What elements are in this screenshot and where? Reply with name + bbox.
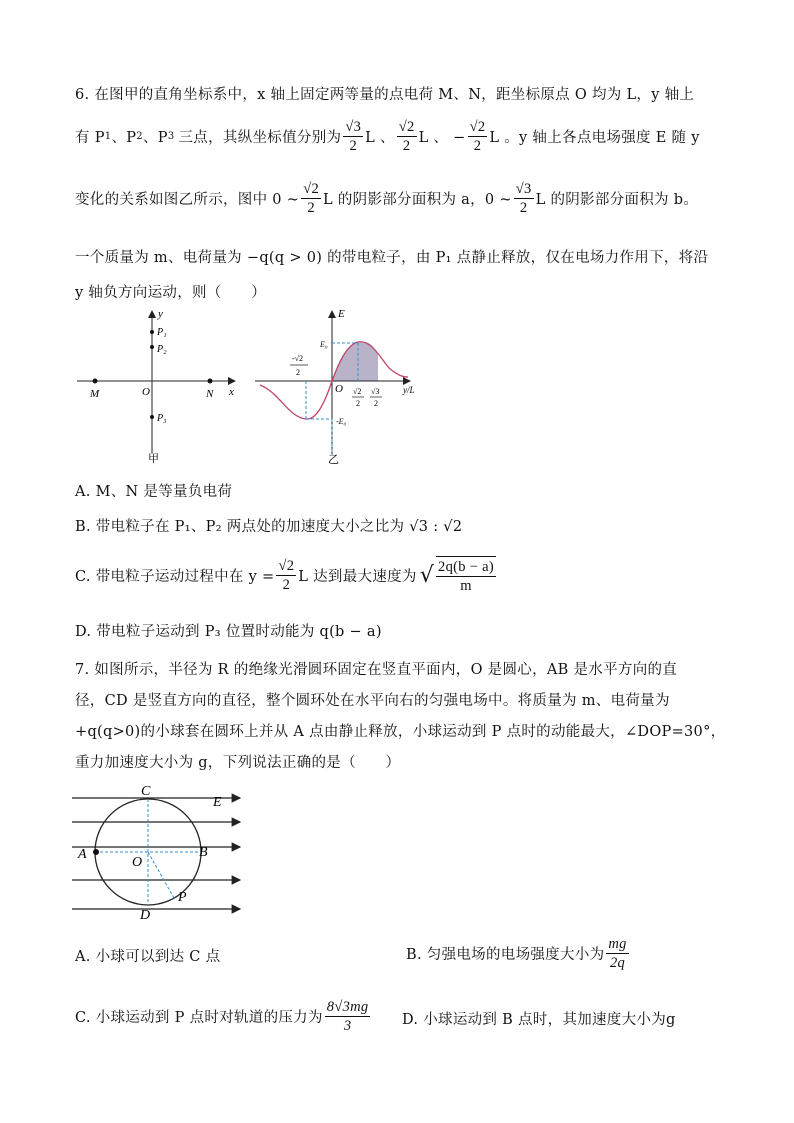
tick-sqrt2: √2 [353, 387, 362, 396]
x-label: x [229, 386, 234, 398]
label-n: N [206, 388, 214, 400]
origin-label: O [335, 383, 343, 395]
label-p1: P₁ [157, 327, 167, 338]
q6-text-1: 在图甲的直角坐标系中，x 轴上固定两等量的点电荷 M、N，距坐标原点 O 均为 L，y 轴上 [94, 87, 695, 103]
q7-line-3: +q(q>0)的小球套在圆环上并从 A 点由静止释放，小球运动到 P 点时的动能最大，∠DOP=30°， [75, 724, 726, 740]
q6-line-2 [75, 118, 700, 155]
q6-line-3 [75, 180, 698, 217]
numerator: 8√3mg [326, 999, 369, 1015]
denominator: 2 [519, 200, 528, 216]
point-p3 [150, 415, 154, 419]
subscript: 3 [167, 131, 175, 142]
q7-option-a[interactable]: A. 小球可以到达 C 点 [75, 949, 221, 965]
q7-line-1: 7. 如图所示，半径为 R 的绝缘光滑圆环固定在竖直平面内，O 是圆心，AB 是水平方向的直 [75, 662, 678, 678]
option-b-text: B. 匀强电场的电场强度大小为 [406, 947, 605, 963]
q6-text-2e: L 、 [365, 130, 395, 146]
q6-text-2a: 有 P [75, 130, 105, 146]
q6-option-b[interactable]: B. 带电粒子在 P₁、P₂ 两点处的加速度大小之比为 √3 : √2 [75, 519, 463, 535]
denominator: 2 [307, 200, 315, 216]
point-p2 [150, 345, 154, 349]
denominator: 2 [349, 138, 357, 154]
q6-line-5: y 轴负方向运动，则（ ） [75, 285, 266, 301]
ball [93, 849, 99, 855]
option-c-text-b: L 达到最大速度为 [298, 569, 417, 585]
q6-line-4: 一个质量为 m、电荷量为 −q(q > 0) 的带电粒子，由 P₁ 点静止释放，仅在电场力作用下，将沿 [75, 250, 709, 266]
q7-line-4: 重力加速度大小为 g，下列说法正确的是（ ） [75, 755, 401, 771]
numerator: √3 [515, 181, 532, 197]
q6-text-3b: L 的阴影部分面积为 a，0 ~ [323, 192, 512, 208]
subscript: 2 [136, 131, 143, 142]
denominator: 2q [609, 955, 626, 971]
numerator: mg [608, 936, 627, 952]
caption-jia: 甲 [148, 453, 159, 465]
label-m: M [90, 388, 100, 400]
label-d: D [140, 908, 151, 921]
axis-label: y/L [403, 385, 415, 395]
q6-text-3a: 变化的关系如图乙所示，图中 0 ~ [75, 192, 300, 208]
denominator: 2 [402, 138, 411, 154]
numerator: √2 [469, 119, 486, 135]
fraction-sqrt2-over-2 [276, 557, 296, 594]
fraction-sqrt2-over-2 [468, 118, 488, 155]
numerator: √3 [345, 119, 362, 135]
charge-n [208, 379, 213, 384]
numerator: √2 [303, 181, 320, 197]
tick-den: 2 [296, 368, 300, 377]
q6-text-3c: L 的阴影部分面积为 b。 [535, 192, 699, 208]
numerator: √2 [278, 558, 295, 574]
neg-e0-label: -E₀ [336, 417, 347, 426]
caption-yi: 乙 [328, 454, 339, 465]
denominator: 2 [282, 577, 291, 593]
denominator: 2 [473, 138, 482, 154]
fraction-sqrt3-over-2 [514, 180, 534, 217]
label-p2: P₂ [157, 344, 167, 355]
q7-line-2: 径，CD 是竖直方向的直径，整个圆环处在水平向右的匀强电场中。将质量为 m、电荷量为 [75, 693, 670, 709]
fraction-sqrt2-over-2 [397, 118, 417, 155]
denominator: m [460, 578, 472, 594]
label-b: B [199, 845, 208, 860]
q6-option-c[interactable] [75, 556, 498, 595]
q6-text-2g: L 。y 轴上各点电场强度 E 随 y [489, 130, 700, 146]
q7-option-b[interactable] [406, 935, 631, 972]
tick-sqrt3: √3 [371, 387, 380, 396]
q7-option-d[interactable]: D. 小球运动到 B 点时，其加速度大小为g [402, 1012, 676, 1028]
label-p: P [178, 890, 187, 905]
sqrt-symbol: √ [419, 563, 435, 588]
e0-label: E₀ [320, 340, 328, 349]
label-a: A [78, 847, 87, 862]
q6-line-1 [75, 83, 694, 104]
q6-text-2f: L 、 − [418, 130, 466, 146]
tick-den: 2 [374, 399, 378, 408]
tick-neg-sqrt2: -√2 [292, 354, 304, 363]
radius-op [148, 852, 174, 898]
q6-text-2c: 、P [142, 130, 168, 146]
label-e: E [213, 795, 222, 810]
shaded-area [332, 342, 378, 381]
label-c: C [141, 784, 151, 799]
option-c-text: C. 小球运动到 P 点时对轨道的压力为 [75, 1010, 323, 1026]
figure-ring [70, 776, 250, 921]
fraction-velocity [436, 556, 496, 595]
fraction-sqrt3-over-2 [343, 118, 363, 155]
e-label: E [338, 308, 345, 320]
q6-option-d[interactable]: D. 带电粒子运动到 P₃ 位置时动能为 q(b − a) [75, 624, 382, 640]
q6-text-2b: 、P [111, 130, 137, 146]
origin-label: O [142, 386, 150, 398]
denominator: 3 [343, 1018, 352, 1034]
numerator: 2q(b − a) [438, 559, 495, 575]
fraction-mg-over-2q [606, 935, 628, 972]
label-o: O [132, 855, 143, 870]
q6-number: 6. [75, 87, 90, 103]
y-label: y [158, 308, 163, 320]
figure-yi [250, 305, 420, 465]
charge-m [93, 379, 98, 384]
fraction-force [325, 998, 371, 1035]
q7-option-c[interactable] [75, 998, 372, 1035]
q6-text-2d: 三点，其纵坐标值分别为 [178, 130, 342, 146]
subscript: 1 [104, 131, 112, 142]
fraction-sqrt2-over-2 [301, 180, 321, 217]
option-c-text-a: C. 带电粒子运动过程中在 y = [75, 569, 275, 585]
point-p1 [150, 330, 154, 334]
numerator: √2 [398, 119, 415, 135]
tick-den: 2 [356, 399, 360, 408]
figure-jia [72, 305, 242, 465]
label-p3: P₃ [157, 413, 167, 424]
q6-option-a[interactable]: A. M、N 是等量负电荷 [75, 484, 233, 500]
